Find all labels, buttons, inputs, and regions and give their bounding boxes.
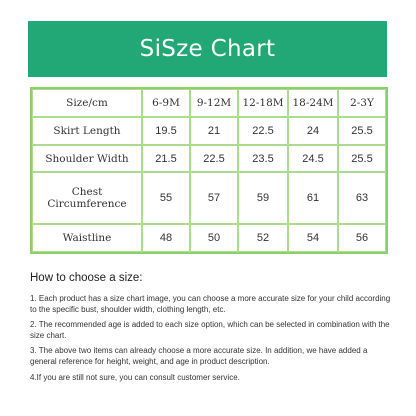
table-cell: 19.5 bbox=[142, 117, 190, 145]
row-label: Shoulder Width bbox=[32, 145, 142, 173]
table-cell: 25.5 bbox=[338, 145, 386, 173]
header-cell: 18-24M bbox=[288, 89, 338, 117]
table-cell: 21.5 bbox=[142, 145, 190, 173]
howto-item-4: 4.If you are still not sure, you can consult customer service. bbox=[30, 373, 240, 382]
chart-title: SiSze Chart bbox=[139, 36, 276, 62]
howto-item-3: 3. The above two items can already choose a more accurate size. In addition, we have added a general reference for height, weight, and age in product description. bbox=[30, 346, 368, 366]
howto-item-1: 1. Each product has a size chart image, you can choose a more accurate size for your child according to the specific bust, shoulder width, clothing length, etc. bbox=[30, 294, 391, 314]
table-cell: 55 bbox=[142, 172, 190, 224]
table-cell: 50 bbox=[190, 224, 238, 252]
table-row bbox=[32, 172, 386, 224]
header-cell: 9-12M bbox=[190, 89, 238, 117]
header-cell: 2-3Y bbox=[338, 89, 386, 117]
header-cell-size: Size/cm bbox=[32, 89, 142, 117]
row-label: Chest Circumference bbox=[32, 172, 142, 224]
table-cell: 24.5 bbox=[288, 145, 338, 173]
table-row bbox=[32, 145, 386, 173]
howto-heading: How to choose a size: bbox=[30, 272, 143, 284]
table-cell: 54 bbox=[288, 224, 338, 252]
table-cell: 59 bbox=[238, 172, 288, 224]
table-cell: 52 bbox=[238, 224, 288, 252]
table-cell: 57 bbox=[190, 172, 238, 224]
table-cell: 21 bbox=[190, 117, 238, 145]
table-cell: 23.5 bbox=[238, 145, 288, 173]
table-row bbox=[32, 224, 386, 252]
header-cell: 6-9M bbox=[142, 89, 190, 117]
table-cell: 56 bbox=[338, 224, 386, 252]
table-cell: 25.5 bbox=[338, 117, 386, 145]
row-label: Waistline bbox=[32, 224, 142, 252]
header-cell: 12-18M bbox=[238, 89, 288, 117]
title-banner bbox=[28, 21, 387, 77]
size-chart-table bbox=[30, 87, 388, 254]
table-header-row bbox=[32, 89, 386, 117]
table-cell: 22.5 bbox=[190, 145, 238, 173]
row-label: Skirt Length bbox=[32, 117, 142, 145]
table-cell: 61 bbox=[288, 172, 338, 224]
table-cell: 63 bbox=[338, 172, 386, 224]
table-cell: 48 bbox=[142, 224, 190, 252]
table-row bbox=[32, 117, 386, 145]
table-cell: 22.5 bbox=[238, 117, 288, 145]
howto-item-2: 2. The recommended age is added to each size option, which can be selected in combination with the size chart. bbox=[30, 320, 390, 340]
table-cell: 24 bbox=[288, 117, 338, 145]
